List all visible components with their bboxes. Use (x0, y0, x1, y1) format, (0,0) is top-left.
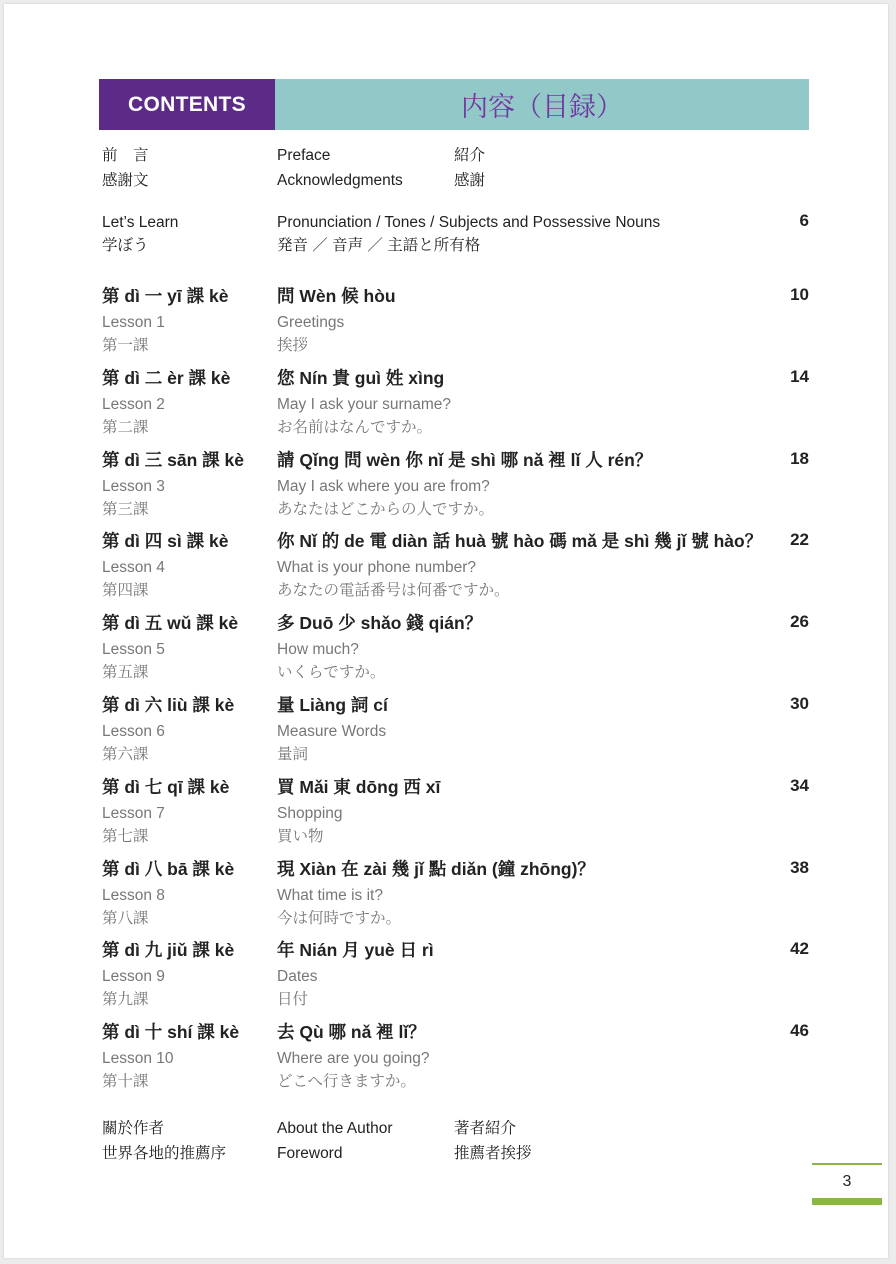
lesson-title-ja: 日付 (277, 991, 309, 1008)
lesson-en: Lesson 3 (102, 478, 165, 495)
lesson-title-cn: 多 Duō 少 shǎo 錢 qián？ (277, 613, 483, 633)
page-number: 14 (790, 367, 809, 386)
lesson-en: Lesson 5 (102, 641, 165, 658)
lesson-title-en: What time is it? (277, 887, 383, 904)
page-number: 26 (790, 612, 809, 631)
lesson-entry (102, 365, 809, 443)
lesson-ja: 第七課 (102, 828, 149, 845)
contents-header (99, 79, 809, 130)
lesson-title-cn: 買 Mǎi 東 dōng 西 xī (277, 777, 441, 797)
lesson-cn: 第 dì 七 qī 課 kè (102, 777, 230, 797)
lesson-cn: 第 dì 二 èr 課 kè (102, 368, 231, 388)
lesson-ja: 第八課 (102, 910, 149, 927)
page-number: 22 (790, 530, 809, 549)
back-en: About the Author (277, 1120, 393, 1137)
lesson-ja: 第九課 (102, 991, 149, 1008)
lesson-title-cn: 年 Nián 月 yuè 日 rì (277, 940, 434, 960)
lesson-cn: 第 dì 十 shí 課 kè (102, 1022, 240, 1042)
lesson-title-cn: 去 Qù 哪 nǎ 裡 lǐ？ (277, 1022, 426, 1042)
lesson-ja: 第三課 (102, 501, 149, 518)
lesson-ja: 第六課 (102, 746, 149, 763)
lesson-title-en: Shopping (277, 805, 343, 822)
lesson-en: Lesson 2 (102, 396, 165, 413)
front-zh: 感謝文 (102, 172, 149, 189)
lesson-cn: 第 dì 六 liù 課 kè (102, 695, 235, 715)
back-zh: 關於作者 (102, 1120, 165, 1137)
lesson-entry (102, 610, 809, 688)
lesson-entry (102, 528, 809, 606)
front-ja: 感謝 (454, 172, 486, 189)
lesson-title-ja: いくらですか。 (277, 664, 386, 681)
lesson-title-ja: お名前はなんですか。 (277, 419, 433, 436)
page-number: 6 (799, 211, 809, 230)
lesson-en: Lesson 10 (102, 1050, 174, 1067)
lesson-entry (102, 283, 809, 361)
lesson-entry (102, 937, 809, 1015)
back-zh: 世界各地的推薦序 (102, 1145, 227, 1162)
intro-label-en: Let’s Learn (102, 214, 179, 231)
front-en: Preface (277, 147, 331, 164)
back-ja: 推薦者挨拶 (454, 1145, 532, 1162)
page-number: 38 (790, 858, 809, 877)
lesson-title-en: Dates (277, 968, 318, 985)
lesson-cn: 第 dì 四 sì 課 kè (102, 531, 229, 551)
page-number: 46 (790, 1021, 809, 1040)
lesson-en: Lesson 7 (102, 805, 165, 822)
lesson-ja: 第五課 (102, 664, 149, 681)
page-number: 30 (790, 694, 809, 713)
lesson-title-ja: あなたの電話番号は何番ですか。 (277, 582, 510, 599)
intro-title-en: Pronunciation / Tones / Subjects and Possessive Nouns (277, 214, 661, 231)
lesson-entry (102, 856, 809, 934)
lesson-cn: 第 dì 三 sān 課 kè (102, 450, 244, 470)
lesson-entry (102, 692, 809, 770)
lesson-title-cn: 您 Nín 貴 guì 姓 xìng (277, 368, 445, 388)
lesson-en: Lesson 8 (102, 887, 165, 904)
lesson-title-en: Where are you going? (277, 1050, 430, 1067)
lesson-entry (102, 774, 809, 852)
lesson-title-ja: どこへ行きますか。 (277, 1073, 416, 1090)
lesson-title-ja: 今は何時ですか。 (277, 910, 402, 927)
lesson-title-en: Greetings (277, 314, 345, 331)
lesson-en: Lesson 9 (102, 968, 165, 985)
lesson-title-ja: 量詞 (277, 746, 309, 763)
lesson-cn: 第 dì 九 jiǔ 課 kè (102, 940, 235, 960)
lesson-title-cn: 現 Xiàn 在 zài 幾 jǐ 點 diǎn (鐘 zhōng)？ (277, 859, 595, 879)
lesson-title-cn: 量 Liàng 詞 cí (277, 695, 388, 715)
lesson-ja: 第二課 (102, 419, 149, 436)
lesson-cn: 第 dì 一 yī 課 kè (102, 286, 229, 306)
lesson-title-en: What is your phone number? (277, 559, 477, 576)
lesson-title-cn: 問 Wèn 候 hòu (277, 286, 396, 306)
page-number: 10 (790, 285, 809, 304)
lesson-title-en: May I ask your surname? (277, 396, 452, 413)
lesson-title-en: Measure Words (277, 723, 387, 740)
front-ja: 紹介 (454, 147, 486, 164)
lesson-title-en: May I ask where you are from? (277, 478, 490, 495)
lesson-title-cn: 請 Qǐng 問 wèn 你 nǐ 是 shì 哪 nǎ 裡 lǐ 人 rén？ (277, 450, 653, 470)
front-zh: 前 言 (102, 147, 149, 164)
lesson-title-en: How much? (277, 641, 359, 658)
page-number: 18 (790, 449, 809, 468)
lesson-ja: 第十課 (102, 1073, 149, 1090)
lesson-title-ja: 挨拶 (277, 337, 309, 354)
lesson-en: Lesson 6 (102, 723, 165, 740)
front-en: Acknowledgments (277, 172, 403, 189)
contents-title: CONTENTS (99, 79, 275, 130)
lesson-en: Lesson 4 (102, 559, 165, 576)
intro-label-ja: 学ぼう (102, 237, 149, 254)
intro-title-ja: 発音 ／ 音声 ／ 主語と所有格 (277, 237, 481, 254)
lesson-entry (102, 447, 809, 525)
back-en: Foreword (277, 1145, 343, 1162)
page-number-footer: 3 (812, 1163, 882, 1205)
contents-title-cn: 内容（目録） (275, 79, 809, 130)
lesson-cn: 第 dì 五 wǔ 課 kè (102, 613, 239, 633)
lesson-en: Lesson 1 (102, 314, 165, 331)
lesson-cn: 第 dì 八 bā 課 kè (102, 859, 235, 879)
lesson-ja: 第四課 (102, 582, 149, 599)
lesson-title-ja: 買い物 (277, 828, 324, 845)
lesson-entry (102, 1019, 809, 1097)
lesson-title-ja: あなたはどこからの人ですか。 (277, 501, 495, 518)
lesson-title-cn: 你 Nǐ 的 de 電 diàn 話 huà 號 hào 碼 mǎ 是 shì 幾 jǐ 號 hào？ (277, 531, 763, 551)
back-ja: 著者紹介 (454, 1120, 517, 1137)
lesson-ja: 第一課 (102, 337, 149, 354)
page-number: 42 (790, 939, 809, 958)
page-number: 34 (790, 776, 809, 795)
